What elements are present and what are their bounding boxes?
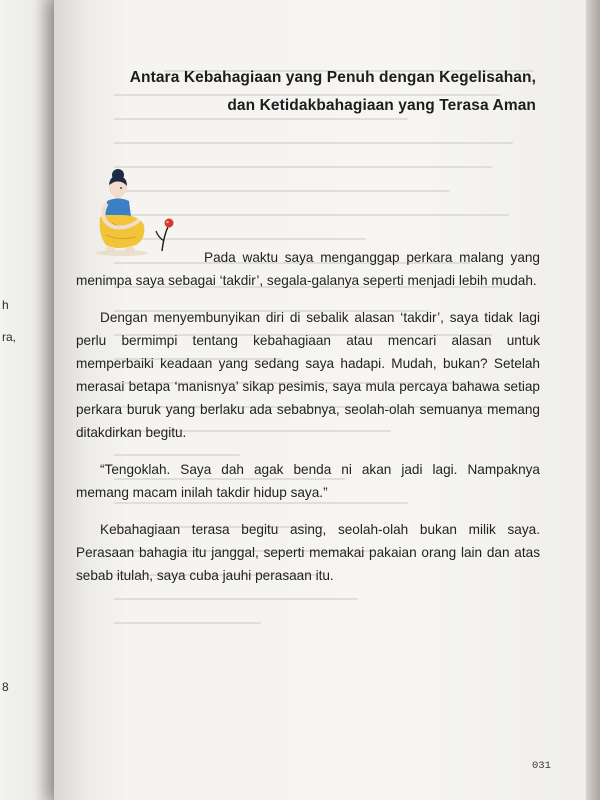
chapter-heading [96,64,536,120]
book-page [54,0,586,800]
previous-page-fragment: 8 [2,680,9,694]
previous-page-fragment: ra, [2,330,17,344]
page-stack-edge [586,0,600,800]
previous-page-edge [0,0,62,800]
paragraph-2: Dengan menyembunyikan diri di sebalik alasan ‘takdir’, saya tidak lagi perlu bermimpi tentang kebahagiaan atau mencari alasan untuk memperbaiki keadaan yang sedang saya hadapi. Mudah, bukan? Setelah merasai betapa ‘manisnya’ sikap pesimis, saya mula percaya bahawa setiap perkara buruk yang berlaku ada sebabnya, seolah-olah semuanya memang ditakdirkan begitu. [76,310,540,440]
body-text [76,246,540,587]
heading-line-1: Antara Kebahagiaan yang Penuh dengan Kegelisahan, [129,69,536,86]
paragraph-4: Kebahagiaan terasa begitu asing, seolah-olah bukan milik saya. Perasaan bahagia itu janggal, seperti memakai pakaian orang lain dan atas sebab itulah, saya cuba jauhi perasaan itu. [76,522,540,583]
heading-line-2: dan Ketidakbahagiaan yang Terasa Aman [227,97,536,114]
paragraph-1: Pada waktu saya menganggap perkara malang yang menimpa saya sebagai ‘takdir’, segala-galanya seperti menjadi lebih mudah. [76,250,540,288]
paragraph-3-quote: “Tengoklah. Saya dah agak benda ni akan jadi lagi. Nampaknya memang macam inilah takdir hidup saya.” [76,462,540,500]
previous-page-fragment: h [2,298,9,312]
page-number: 031 [532,760,551,772]
